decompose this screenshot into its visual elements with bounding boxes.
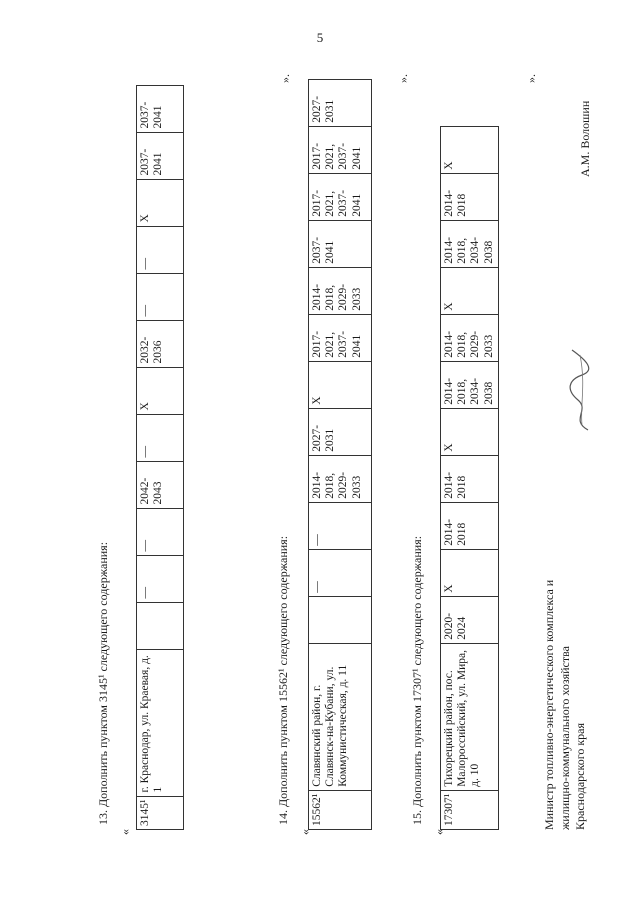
table-cell: 2014-2018 (441, 455, 499, 502)
signature-line-3: Краснодарского края (573, 722, 588, 830)
table-cell: — (137, 226, 184, 273)
table-cell: 2032-2036 (137, 320, 184, 367)
table-cell: 2017-2021, 2037-2041 (309, 314, 372, 361)
table-cell: — (137, 555, 184, 602)
table-cell: — (137, 273, 184, 320)
table-cell: 2014-2018, 2029-2033 (309, 267, 372, 314)
section-13-open-quote: « (118, 829, 132, 835)
section-15-table (440, 126, 499, 830)
table-cell: — (309, 502, 372, 549)
table-cell: — (137, 414, 184, 461)
table-cell: — (309, 549, 372, 596)
signature-name: А.М. Волошин (578, 100, 592, 177)
table-cell: Х (441, 408, 499, 455)
signature-block (542, 580, 589, 830)
signature-line-2: жилищно-коммунального хозяйства (557, 646, 572, 830)
table-cell: 2014-2018, 2034-2038 (441, 361, 499, 408)
table-cell: 2014-2018, 2034-2038 (441, 220, 499, 267)
table-cell (309, 596, 372, 643)
table-cell: 2027-2031 (309, 79, 372, 126)
table-cell: 2042-2043 (137, 461, 184, 508)
table-cell: — (137, 508, 184, 555)
table-cell: Славянский район, г. Славянск-на-Кубани, ул. Коммунистическая, д. 11 (309, 643, 372, 790)
page-number: 5 (316, 30, 324, 45)
table-cell: 2017-2021, 2037-2041 (309, 126, 372, 173)
table-cell: Х (441, 549, 499, 596)
section-14-close-quote: ». (396, 74, 410, 83)
section-14-heading: 14. Дополнить пунктом 15562¹ следующего содержания: (276, 535, 290, 825)
signature-line-1: Министр топливно-энергетического комплекса и (542, 579, 556, 830)
table-cell: 2037-2041 (309, 220, 372, 267)
section-14-open-quote: « (298, 829, 312, 835)
table-cell: 2017-2021, 2037-2041 (309, 173, 372, 220)
section-14-table (308, 79, 372, 830)
section-13-table (136, 85, 184, 830)
section-15-heading: 15. Дополнить пунктом 17307¹ следующего содержания: (410, 535, 424, 825)
table-cell (137, 602, 184, 649)
section-13-close-quote: ». (278, 74, 292, 83)
table-cell: Х (137, 367, 184, 414)
handwritten-signature-icon (560, 345, 596, 435)
table-cell: 17307¹ (441, 790, 499, 829)
section-13-heading: 13. Дополнить пунктом 3145¹ следующего содержания: (96, 541, 110, 825)
table-cell: 2020-2024 (441, 596, 499, 643)
table-cell: Тихорецкий район, пос. Малороссийский, ул. Мира, д. 10 (441, 643, 499, 790)
table-cell: 2037-2041 (137, 132, 184, 179)
table-cell: Х (441, 126, 499, 173)
table-cell: 2014-2018, 2029-2033 (441, 314, 499, 361)
table-cell: 2027-2031 (309, 408, 372, 455)
table-cell: 2037-2041 (137, 85, 184, 132)
table-cell: Х (137, 179, 184, 226)
section-15-close-quote: ». (524, 74, 538, 83)
table-cell: г. Краснодар, ул. Краевая, д. 1 (137, 649, 184, 796)
table-cell: 3145¹ (137, 796, 184, 829)
table-cell: Х (309, 361, 372, 408)
table-cell: 15562¹ (309, 790, 372, 829)
table-cell: 2014-2018 (441, 502, 499, 549)
table-cell: Х (441, 267, 499, 314)
table-cell: 2014-2018 (441, 173, 499, 220)
section-15-open-quote: « (432, 829, 446, 835)
table-cell: 2014-2018, 2029-2033 (309, 455, 372, 502)
